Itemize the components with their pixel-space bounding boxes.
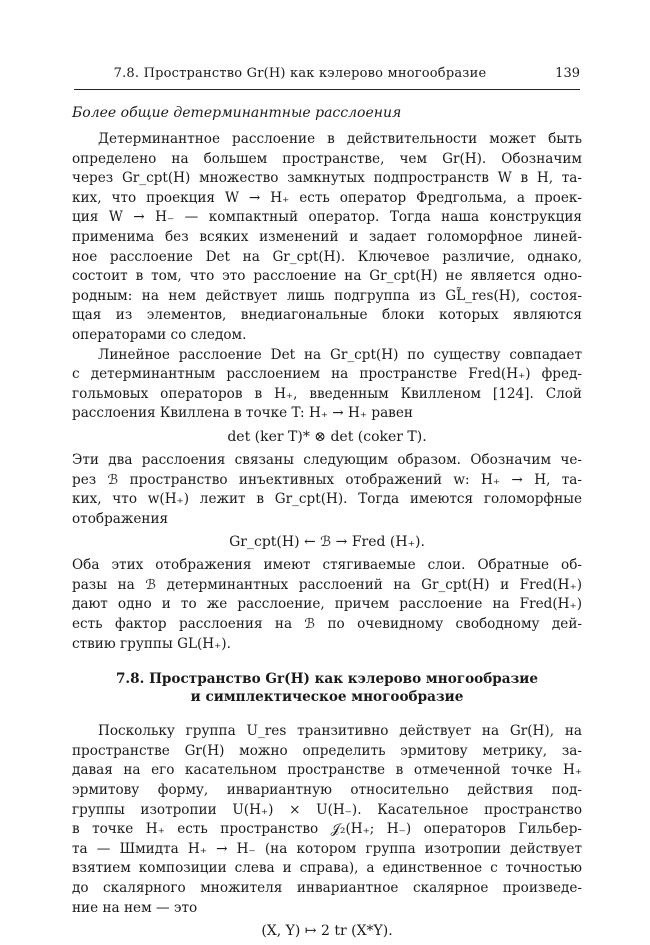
paragraph-2 [72,346,582,424]
text-line: та — Шмидта H₊ → H₋ (на котором группа изотропии действует [72,840,582,857]
body-text [72,102,582,945]
section-title [72,670,582,706]
text-line: ние на нем — это [72,899,198,916]
text-line: Поскольку группа U_res транзитивно действует на Gr(H), на [98,723,582,740]
text-line: дают одно и то же расслоение, причем расслоение на Fred(H₊) [72,596,582,613]
text-line: применима без всяких изменений и задает голоморфное линей- [72,228,582,245]
formula-det: det (ker T)* ⊗ det (coker T). [227,428,427,445]
paragraph-3 [72,451,582,529]
text-line: разы на ℬ детерминантных расслоений на Gr_cpt(H) и Fred(H₊) [72,576,582,593]
text-line: до скалярного множителя инвариантное скалярное произведе- [72,880,582,896]
page-number: 139 [555,66,580,81]
formula-inner-product: (X, Y) ↦ 2 tr (X*Y). [261,923,393,940]
paragraph-4 [72,556,582,654]
paragraph-1 [72,130,582,346]
text-line: ное расслоение Det на Gr_cpt(H). Ключевое различие, однако, [72,248,582,265]
text-line: Эти два расслоения связаны следующим образом. Обозначим че- [72,451,582,468]
text-line: с детерминантным расслоением на пространстве Fred(H₊) фред- [72,366,582,383]
page-header [80,66,580,86]
text-line: ция W → H₋ — компактный оператор. Тогда наша конструкция [72,209,582,226]
text-line: Линейное расслоение Det на Gr_cpt(H) по существу совпадает [98,346,582,363]
text-line: родным: на нем действует лишь подгруппа из GL̃_res(H), состоя- [72,287,582,304]
text-line: через Gr_cpt(H) множество замкнутых подпространств W в H, та- [72,170,582,187]
text-line: ких, что w(H₊) лежит в Gr_cpt(H). Тогда имеются голоморфные [72,491,582,508]
text-line: Оба этих отображения имеют стягиваемые слои. Обратные об- [72,557,582,574]
text-line: отображения [72,510,169,527]
text-line: эрмитову форму, инвариантную относительно действия под- [72,782,582,799]
formula-maps: Gr_cpt(H) ← ℬ → Fred (H₊). [229,534,425,551]
text-line: расслоения Квиллена в точке T: H₊ → H₊ равен [72,405,413,422]
text-line: Детерминантное расслоение в действительности может быть [98,131,582,147]
running-head: 7.8. Пространство Gr(H) как кэлерово многообразие [113,66,487,81]
section-title-line-2: и симплектическое многообразие [190,689,464,706]
text-line: есть фактор расслоения на ℬ по очевидному свободному дей- [72,616,582,633]
subheading: Более общие детерминантные расслоения [72,105,402,121]
text-line: давая на его касательном пространстве в отмеченной точке H₊ [72,762,582,779]
text-line: пространстве Gr(H) можно определить эрмитову метрику, за- [72,742,582,759]
text-line: в точке H₊ есть пространство 𝒥₂(H₊; H₋) операторов Гильбер- [72,821,582,838]
text-line: ствию группы GL(H₊). [72,635,231,652]
text-line: определено на большем пространстве, чем Gr(H). Обозначим [72,150,582,167]
section-title-line-1: 7.8. Пространство Gr(H) как кэлерово многообразие [115,671,539,688]
text-line: щая из элементов, внедиагональные блоки которых являются [72,307,582,324]
text-line: взятием композиции слева и справа), а единственное с точностью [72,860,582,877]
text-line: группы изотропии U(H₊) × U(H₋). Касательное пространство [72,801,582,818]
text-line: ких, что проекция W → H₊ есть оператор Фредгольма, а проек- [72,189,582,206]
paragraph-5 [72,722,582,918]
text-line: гольмовых операторов в H₊, введенным Квилленом [124]. Слой [72,385,582,402]
text-line: состоит в том, что это расслоение на Gr_cpt(H) не является одно- [72,268,582,285]
text-line: рез ℬ пространство инъективных отображений w: H₊ → H, та- [72,471,582,488]
text-line: операторами со следом. [72,326,247,343]
header-rule [74,89,580,90]
